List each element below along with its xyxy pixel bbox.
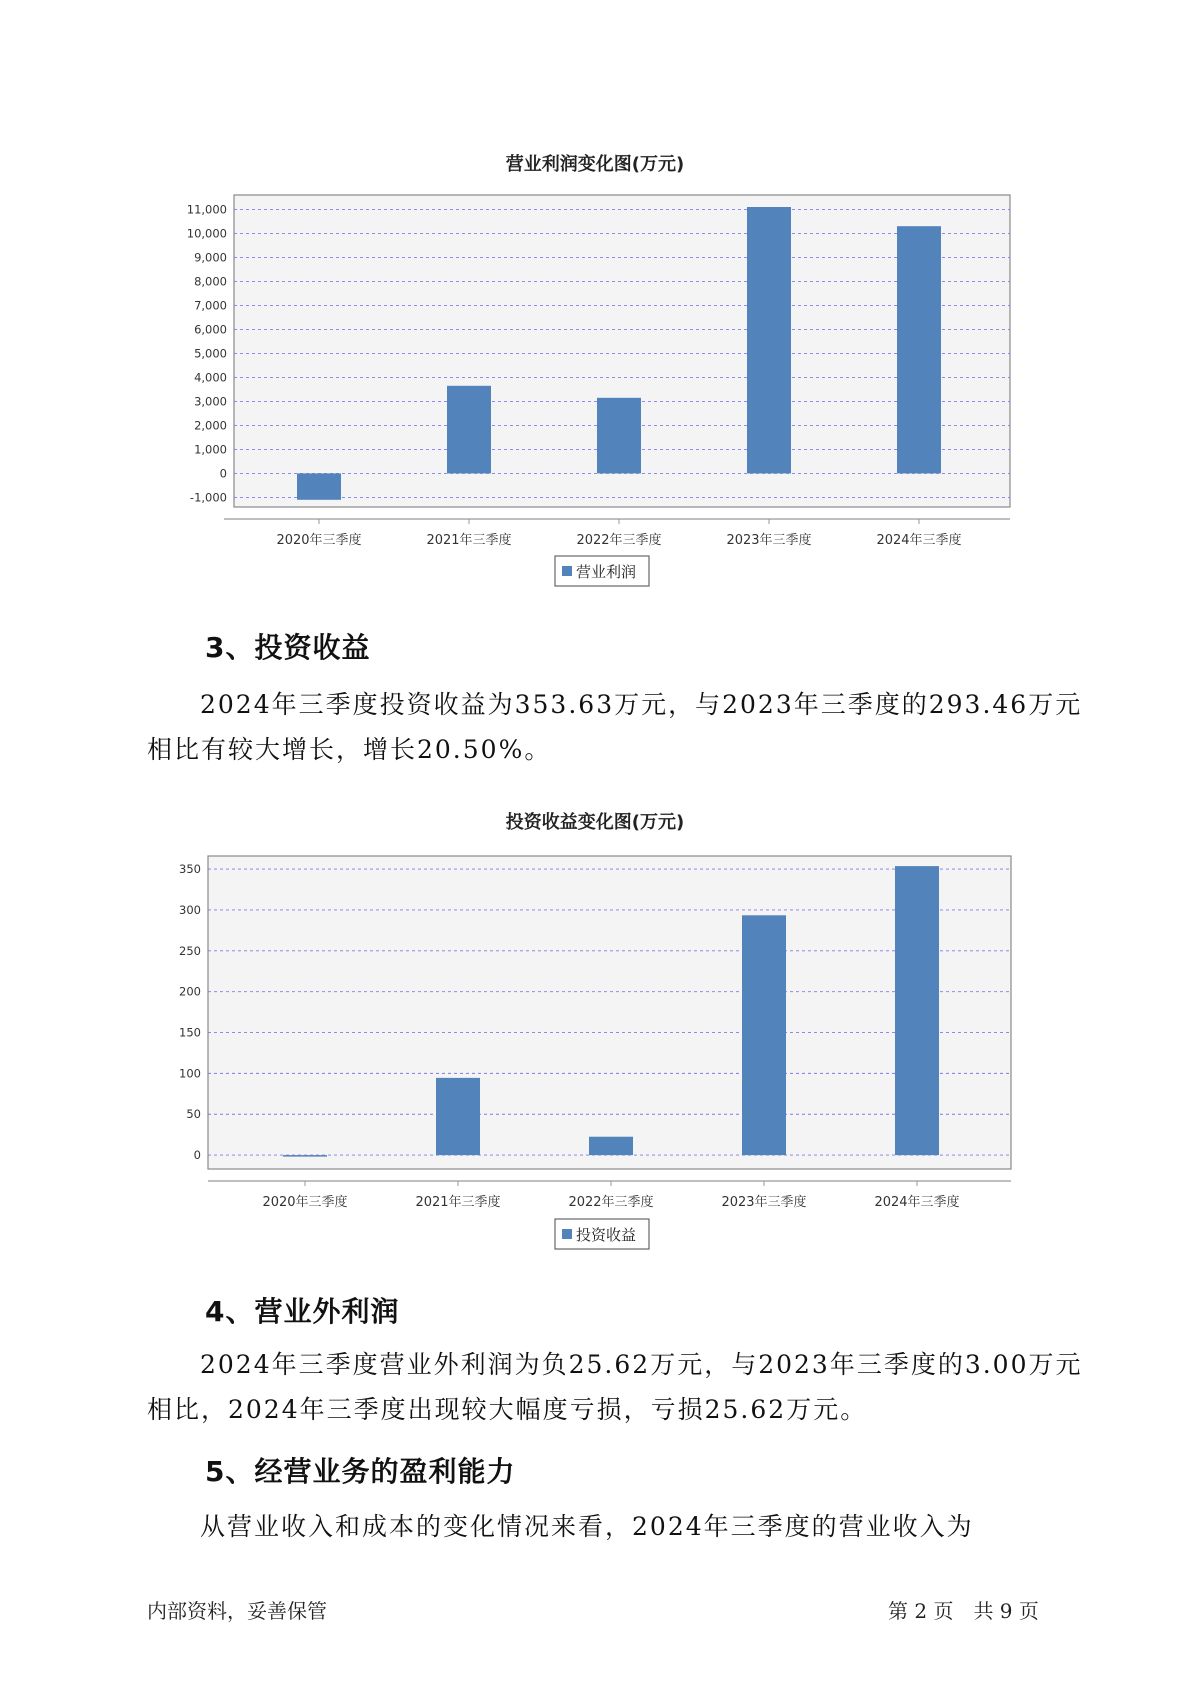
y-tick-label: 100: [179, 1066, 201, 1081]
y-tick-label: 8,000: [194, 274, 227, 289]
x-category-label: 2022年三季度: [576, 533, 662, 548]
bar: [589, 1137, 633, 1155]
x-category-label: 2020年三季度: [276, 533, 362, 548]
chart2-title: 投资收益变化图(万元): [505, 812, 685, 833]
bar: [283, 1155, 327, 1157]
section5-heading: 5、经营业务的盈利能力: [205, 1455, 516, 1488]
x-category-label: 2023年三季度: [721, 1195, 807, 1210]
y-tick-label: 350: [179, 862, 201, 877]
x-category-label: 2024年三季度: [874, 1195, 960, 1210]
y-tick-label: 11,000: [186, 202, 227, 217]
y-tick-label: 250: [179, 943, 201, 958]
legend-swatch: [562, 1229, 572, 1239]
x-category-label: 2023年三季度: [726, 533, 812, 548]
y-tick-label: 0: [219, 466, 227, 481]
y-tick-label: -1,000: [189, 490, 227, 505]
x-category-label: 2021年三季度: [426, 533, 512, 548]
y-tick-label: 10,000: [186, 226, 227, 241]
bar: [895, 866, 939, 1155]
y-tick-label: 7,000: [194, 298, 227, 313]
section4-line-1: 2024年三季度营业外利润为负25.62万元，与2023年三季度的3.00万元: [200, 1350, 1083, 1379]
legend-label: 投资收益: [576, 1226, 637, 1244]
plot-area: [208, 856, 1011, 1169]
y-tick-label: 5,000: [194, 346, 227, 361]
y-tick-label: 50: [186, 1107, 201, 1122]
y-tick-label: 2,000: [194, 418, 227, 433]
y-tick-label: 3,000: [194, 394, 227, 409]
section3-line-1: 2024年三季度投资收益为353.63万元，与2023年三季度的293.46万元: [200, 690, 1083, 719]
x-category-label: 2020年三季度: [262, 1195, 348, 1210]
legend: [555, 1219, 649, 1249]
y-tick-label: 6,000: [194, 322, 227, 337]
section4-paragraph: [147, 1342, 1083, 1432]
section4-heading: 4、营业外利润: [205, 1295, 400, 1328]
y-tick-label: 200: [179, 984, 201, 999]
chart1-title: 营业利润变化图(万元): [505, 154, 685, 175]
legend-label: 营业利润: [576, 563, 637, 581]
bar: [436, 1078, 480, 1155]
bar: [742, 915, 786, 1155]
x-category-label: 2024年三季度: [876, 533, 962, 548]
x-category-label: 2021年三季度: [415, 1195, 501, 1210]
section3-line-2: 相比有较大增长，增长20.50%。: [147, 735, 552, 764]
y-tick-label: 300: [179, 902, 201, 917]
y-tick-label: 150: [179, 1025, 201, 1040]
section5-line-1: 从营业收入和成本的变化情况来看，2024年三季度的营业收入为: [200, 1512, 974, 1541]
footer-left: 内部资料，妥善保管: [147, 1599, 327, 1623]
section5-paragraph: [147, 1504, 1067, 1549]
section3-heading: 3、投资收益: [205, 631, 371, 664]
y-tick-label: 4,000: [194, 370, 227, 385]
section4-line-2: 相比，2024年三季度出现较大幅度亏损，亏损25.62万元。: [147, 1395, 868, 1424]
footer-page-number: 第 2 页 共 9 页: [888, 1599, 1039, 1623]
x-category-label: 2022年三季度: [568, 1195, 654, 1210]
y-tick-label: 1,000: [194, 442, 227, 457]
y-tick-label: 0: [193, 1148, 201, 1163]
y-tick-label: 9,000: [194, 250, 227, 265]
